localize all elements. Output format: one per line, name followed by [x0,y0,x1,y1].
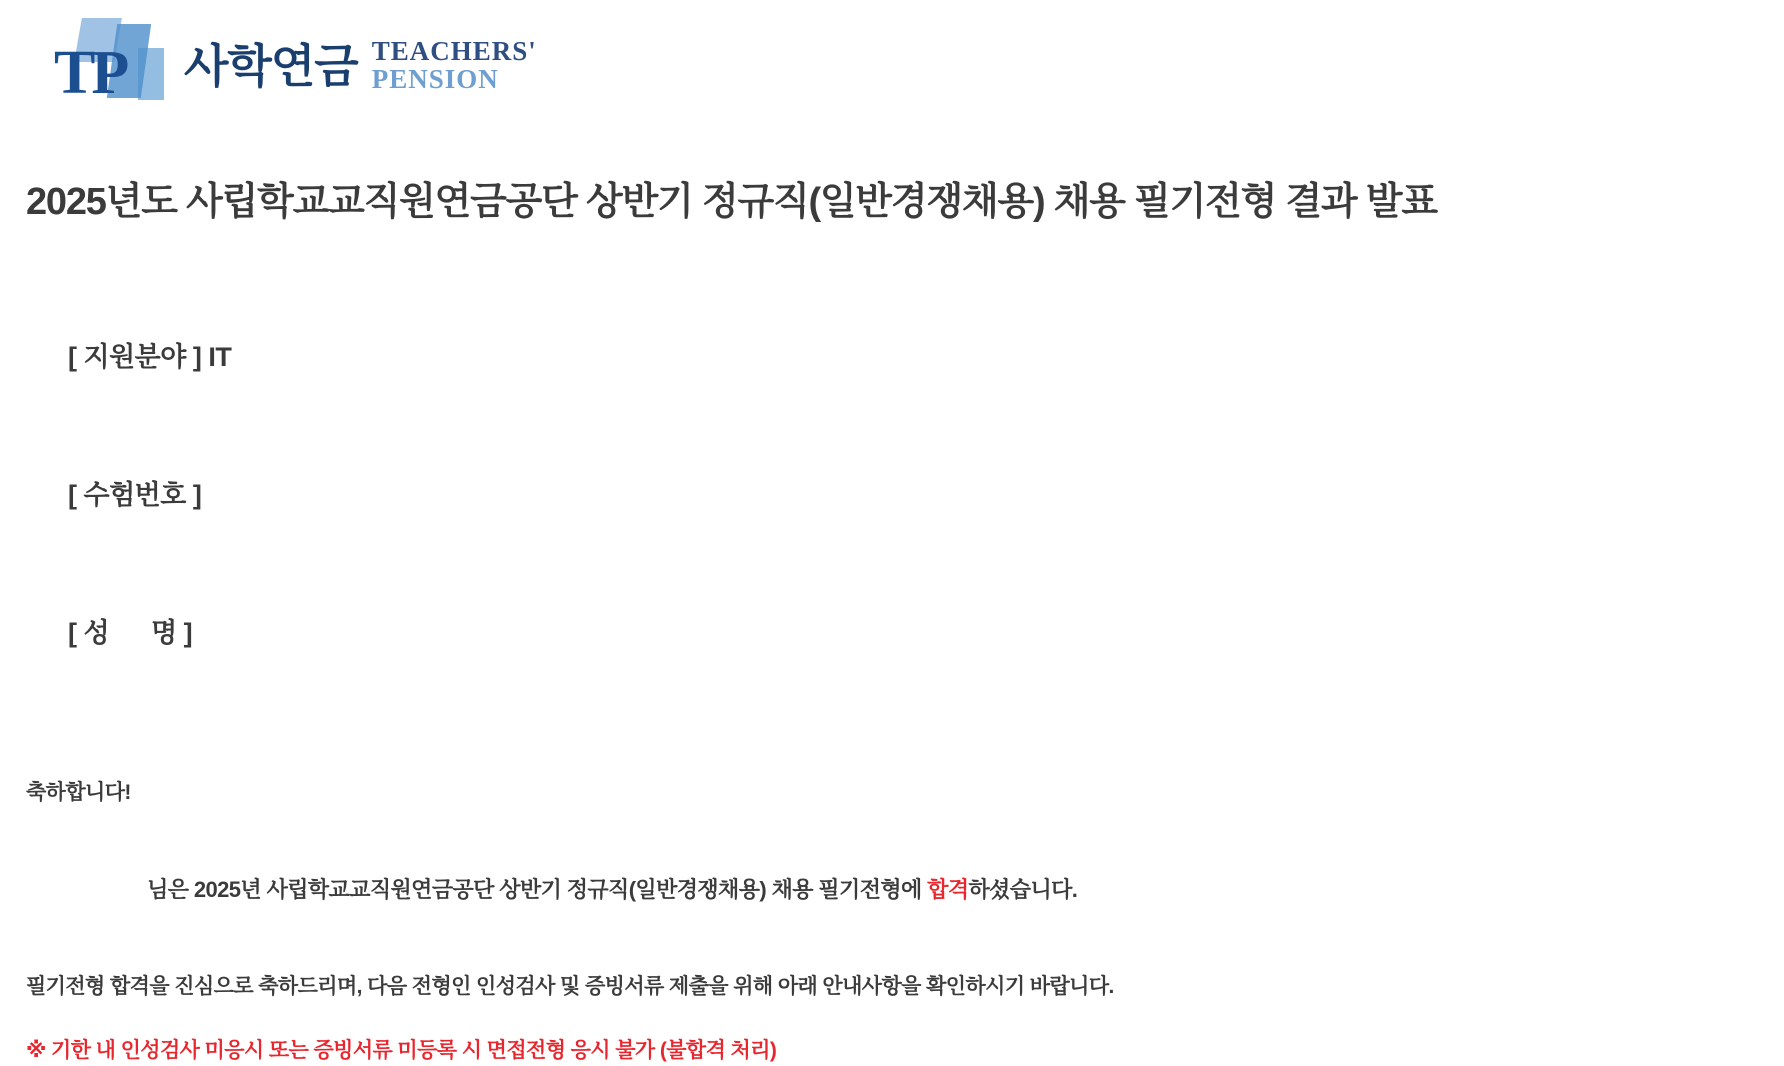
page-title: 2025년도 사립학교교직원연금공단 상반기 정규직(일반경쟁채용) 채용 필기전형 결과 발표 [26,181,1437,223]
greeting-text: 축하합니다! [26,780,131,804]
result-sentence [26,840,1758,939]
result-sentence-prefix: 님은 2025년 사립학교교직원연금공단 상반기 정규직(일반경쟁채용) 채용 필기전형에 [147,877,928,903]
field-label-exam-number: [ 수험번호 ] [68,479,202,510]
next-step-text: 필기전형 합격을 진심으로 축하드리며, 다음 전형인 인성검사 및 증빙서류 제출을 위해 아래 안내사항을 확인하시기 바랍니다. [26,975,1114,999]
field-row-name [26,580,1758,681]
field-value-applied-area: IT [208,341,232,372]
logo [26,18,1758,110]
applicant-fields [26,304,1758,681]
result-highlight: 합격 [927,877,969,903]
field-label-name: [ 성 명 ] [68,617,193,648]
logo-english-line1: TEACHERS' [371,35,537,66]
teachers-pension-logo-icon [52,18,170,110]
logo-english-name [372,37,537,110]
result-sentence-suffix: 하셨습니다. [968,877,1078,903]
warning-notice: ※ 기한 내 인성검사 미응시 또는 증빙서류 미등록 시 면접전형 응시 불가 (불합격 처리) [26,1038,777,1062]
field-row-exam-number [26,442,1758,543]
logo-korean-name: 사학연금 [184,40,358,92]
logo-monogram: TP [54,39,126,107]
field-row-applied-area [26,304,1758,405]
logo-english-line2: PENSION [371,64,499,95]
result-body [26,777,1758,1066]
field-label-applied-area: [ 지원분야 ] [68,341,202,372]
brand-header [26,0,1758,118]
